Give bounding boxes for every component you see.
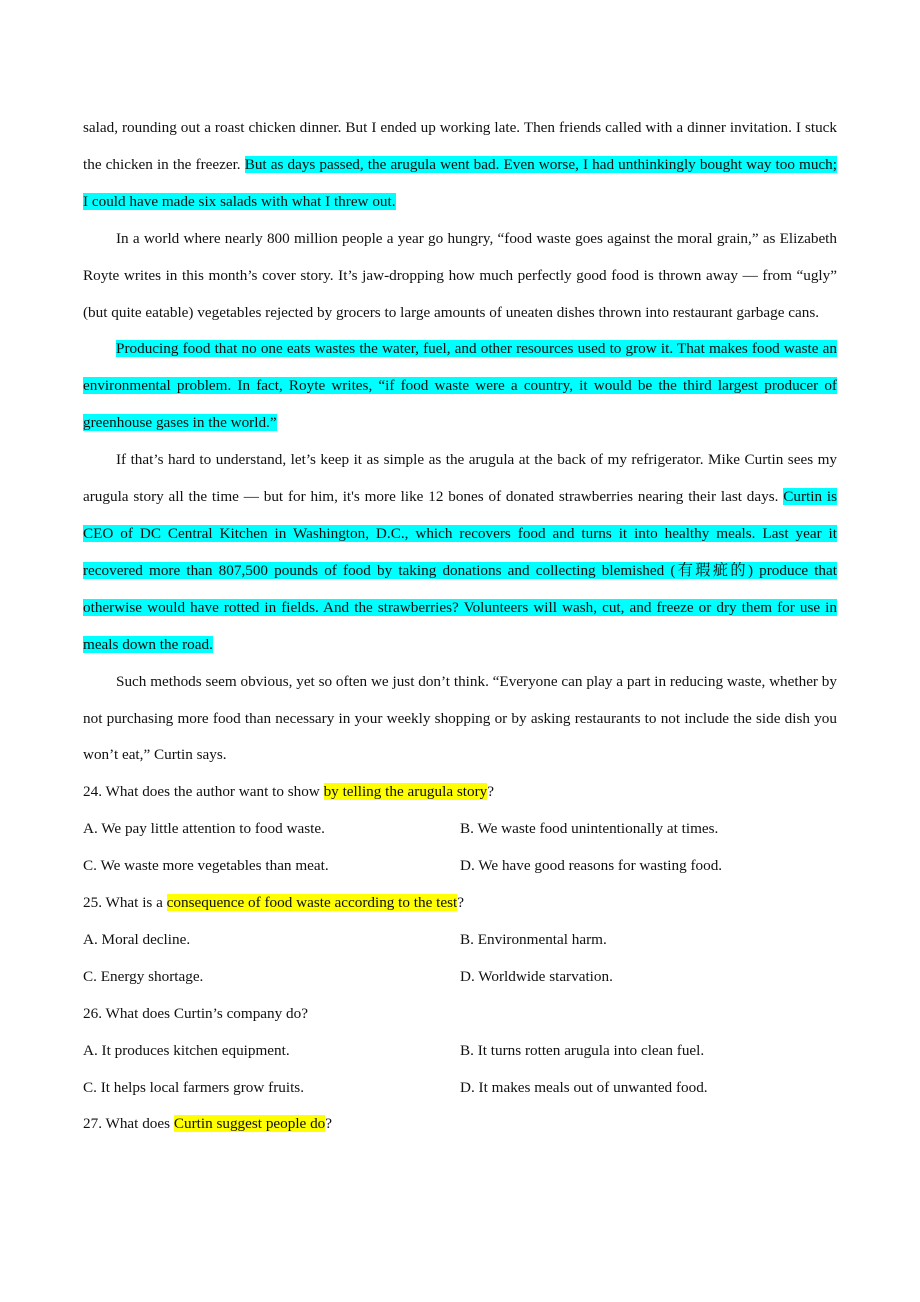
question-25-mark: ? [457,894,464,912]
question-25-highlight: consequence of food waste according to the test [166,894,458,912]
option-25-a[interactable]: A. Moral decline. [83,930,191,948]
passage-paragraph-1 [83,110,837,221]
passage-paragraph-5: Such methods seem obvious, yet so often we just don’t think. “Everyone can play a part in reducing waste, whether by not purchasing more food than necessary in your weekly shopping or by asking restaurants to not include the side dish you won’t eat,” Curtin says. [83,672,837,764]
question-24-stem: 24. What does the author want to show [83,783,324,801]
question-25-stem: 25. What is a [83,894,167,912]
paragraph-1-text: salad, rounding out a roast chicken dinner. But I ended up working late. Then friends called with a dinner invitation. I stuck the chicken in the freezer. [83,119,837,173]
option-26-c[interactable]: C. It helps local farmers grow fruits. [83,1078,305,1096]
passage-paragraph-3 [83,331,837,442]
option-26-b[interactable]: B. It turns rotten arugula into clean fuel. [460,1041,705,1059]
question-25-options [83,922,837,996]
question-27 [83,1106,837,1143]
passage-paragraph-4 [83,442,837,663]
question-26-options [83,1033,837,1107]
option-26-d[interactable]: D. It makes meals out of unwanted food. [460,1078,708,1096]
paragraph-4-highlight: Curtin is CEO of DC Central Kitchen in Washington, D.C., which recovers food and turns it into healthy meals. Last year it recovered more than 807,500 pounds of food by taking donations and collecting blemished (有瑕疵的) produce that otherwise would have rotted in fields. And the strawberries? Volunteers will wash, cut, and freeze or dry them for use in meals down the road. [83,488,837,653]
question-27-highlight: Curtin suggest people do [173,1115,326,1133]
question-27-mark: ? [325,1115,333,1133]
option-24-b[interactable]: B. We waste food unintentionally at times. [460,820,719,838]
question-27-stem: 27. What does [83,1115,174,1133]
question-24-options [83,811,837,885]
option-24-d[interactable]: D. We have good reasons for wasting food. [460,857,723,875]
option-26-a[interactable]: A. It produces kitchen equipment. [83,1041,290,1059]
question-24 [83,774,837,811]
option-24-c[interactable]: C. We waste more vegetables than meat. [83,857,329,875]
paragraph-4-text: If that’s hard to understand, let’s keep it as simple as the arugula at the back of my refrigerator. Mike Curtin sees my arugula story all the time — but for him, it's more like 12 bones of donated strawberries nearing their last days. [83,451,837,506]
option-25-d[interactable]: D. Worldwide starvation. [460,967,613,985]
question-25 [83,885,837,922]
paragraph-3-highlight: Producing food that no one eats wastes the water, fuel, and other resources used to grow it. That makes food waste an environmental problem. In fact, Royte writes, “if food waste were a country, it would be the third largest producer of greenhouse gases in the world.” [83,340,837,432]
paragraph-1-highlight: But as days passed, the arugula went bad. Even worse, I had unthinkingly bought way too much; I could have made six salads with what I threw out. [83,155,837,210]
question-24-mark: ? [487,783,494,801]
passage-paragraph-2: In a world where nearly 800 million people a year go hungry, “food waste goes against the moral grain,” as Elizabeth Royte writes in this month’s cover story. It’s jaw-dropping how much perfectly good food is thrown away — from “ugly” (but quite eatable) vegetables rejected by grocers to large amounts of uneaten dishes thrown into restaurant garbage cans. [83,229,837,321]
question-26: 26. What does Curtin’s company do? [83,1004,308,1022]
question-24-highlight: by telling the arugula story [323,783,488,801]
option-25-b[interactable]: B. Environmental harm. [460,930,607,948]
option-25-c[interactable]: C. Energy shortage. [83,967,204,985]
document-page [83,110,837,1143]
option-24-a[interactable]: A. We pay little attention to food waste. [83,820,325,838]
